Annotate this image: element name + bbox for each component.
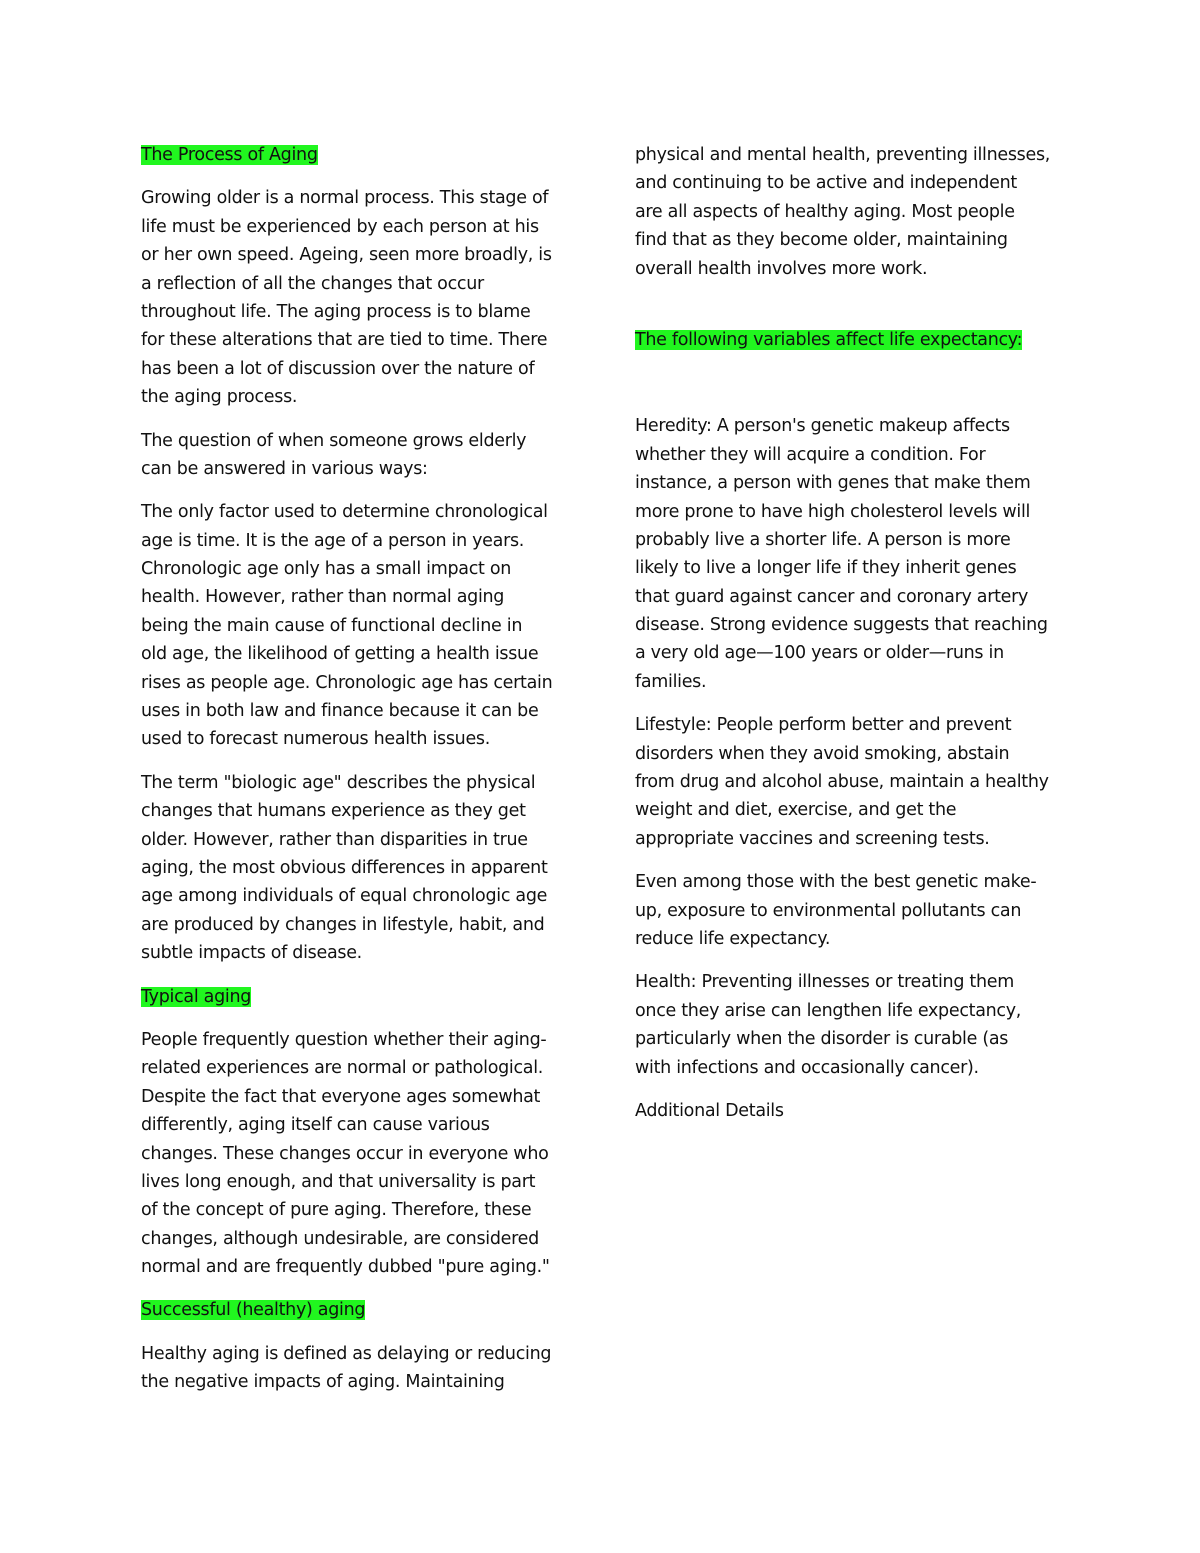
right-column	[635, 141, 1075, 1125]
paragraph-growing-older: Growing older is a normal process. This stage of life must be experienced by each person at his or her own speed. Ageing, seen more broadly, is a reflection of all the changes that occur throughout life. The aging process is to blame for these alterations that are tied to time. There has been a lot of discussion over the nature of the aging process.	[141, 188, 552, 408]
paragraph-health: Health: Preventing illnesses or treating them once they arise can lengthen life expectancy, particularly when the disorder is curable (as with infections and occasionally cancer).	[635, 972, 1022, 1078]
heading-highlight: The Process of Aging	[141, 145, 318, 165]
paragraph-typical-aging: People frequently question whether their aging- related experiences are normal or pathological. Despite the fact that everyone ages somewhat differently, aging itself can cause various changes. These changes occur in everyone who lives long enough, and that universality is part of the concept of pure aging. Therefore, these changes, although undesirable, are considered normal and are frequently dubbed "pure aging."	[141, 1029, 550, 1278]
heading-typical-aging	[141, 983, 573, 1011]
paragraph-heredity: Heredity: A person's genetic makeup affects whether they will acquire a condition. For instance, a person with genes that make them more prone to have high cholesterol levels will probably live a shorter life. A person is more likely to live a longer life if they inherit genes that guard against cancer and coronary artery disease. Strong evidence suggests that reaching a very old age—100 years or older—runs in families.	[635, 416, 1048, 692]
heading-highlight: The following variables affect life expectancy:	[635, 329, 1023, 350]
paragraph-biologic-age: The term "biologic age" describes the physical changes that humans experience as they get older. However, rather than disparities in true aging, the most obvious differences in apparent age among individuals of equal chronologic age are produced by changes in lifestyle, habit, and subtle impacts of disease.	[141, 772, 548, 964]
paragraph-healthy-aging: Healthy aging is defined as delaying or reducing the negative impacts of aging. Maintaining	[141, 1343, 552, 1393]
paragraph-lifestyle: Lifestyle: People perform better and prevent disorders when they avoid smoking, abstain from drug and alcohol abuse, maintain a healthy weight and diet, exercise, and get the appropriate vaccines and screening tests.	[635, 715, 1049, 849]
heading-variables-life-expectancy	[635, 326, 1075, 354]
heading-highlight: Typical aging	[141, 986, 252, 1007]
paragraph-healthy-aging-continued: physical and mental health, preventing illnesses, and continuing to be active and independent are all aspects of healthy aging. Most people find that as they become older, maintaining overall health involves more work.	[635, 145, 1051, 279]
left-column	[141, 141, 573, 1397]
additional-details: Additional Details	[635, 1100, 784, 1121]
heading-successful-aging	[141, 1296, 573, 1324]
paragraph-chronological-age: The only factor used to determine chronological age is time. It is the age of a person in years. Chronologic age only has a small impact on health. However, rather than normal aging being the main cause of functional decline in old age, the likelihood of getting a health issue rises as people age. Chronologic age has certain uses in both law and finance because it can be used to forecast numerous health issues.	[141, 502, 553, 750]
paragraph-question: The question of when someone grows elderly can be answered in various ways:	[141, 430, 527, 479]
heading-process-of-aging	[141, 141, 573, 169]
paragraph-environment: Even among those with the best genetic make- up, exposure to environmental pollutants can reduce life expectancy.	[635, 872, 1037, 949]
heading-highlight: Successful (healthy) aging	[141, 1300, 366, 1321]
